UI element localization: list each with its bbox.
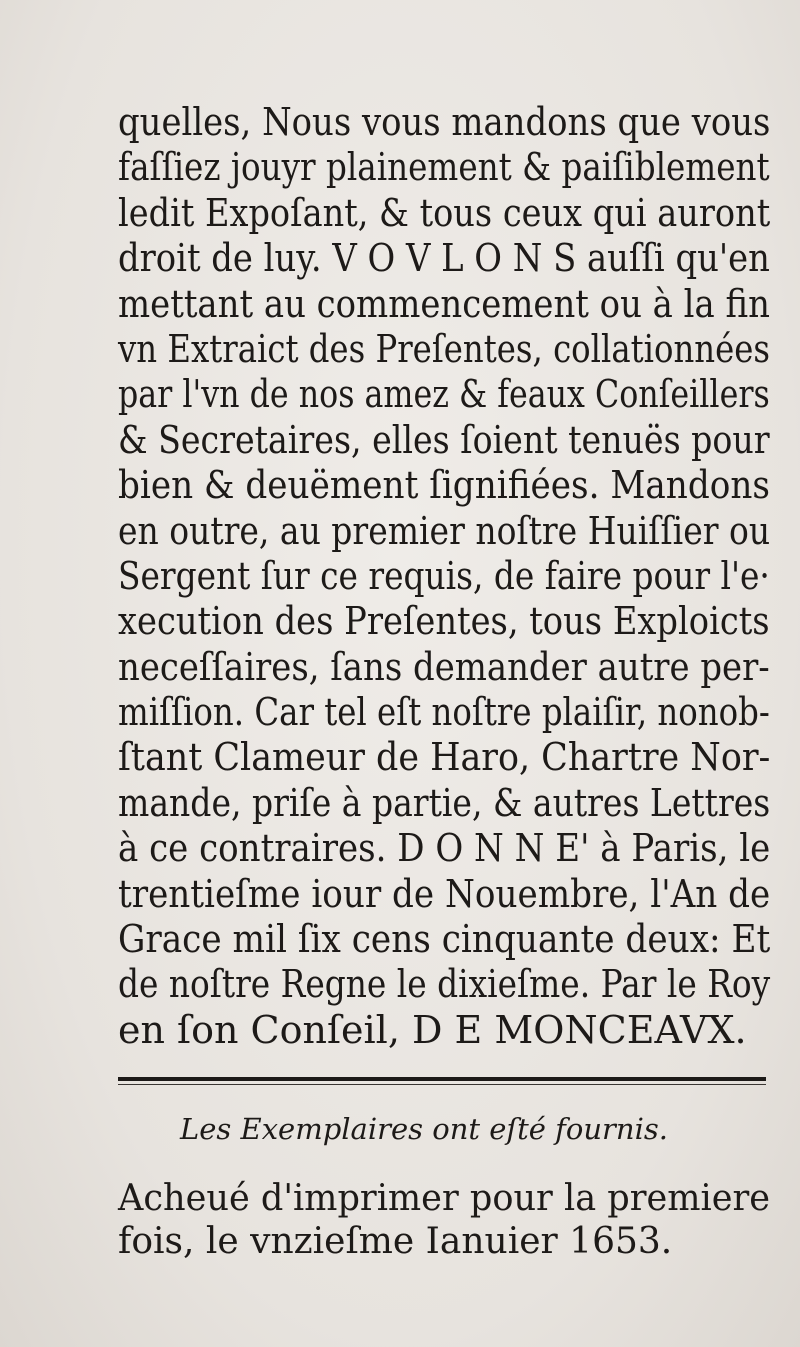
text-line: faſſiez jouyr plainement & paiſiblement: [118, 145, 770, 190]
colophon-line: fois, le vnzieſme Ianuier 1653.: [118, 1221, 673, 1262]
text-line: en ſon Conſeil, D E MONCEAVX.: [118, 1007, 747, 1052]
exemplaires-note: Les Exemplaires ont eſté fournis.: [180, 1112, 668, 1146]
text-line: mettant au commencement ou à la fin: [118, 281, 770, 326]
text-line: quelles, Nous vous mandons que vous: [118, 100, 771, 144]
text-line: xecution des Preſentes, tous Exploicts: [118, 599, 770, 644]
text-line: bien & deuëment ſignifiées. Mandons: [118, 463, 770, 508]
text-line: à ce contraires. D O N N E' à Paris, le: [118, 826, 771, 871]
divider-rule-thin: [118, 1084, 766, 1085]
text-line: ſtant Clameur de Haro, Chartre Nor-: [118, 735, 771, 780]
divider-rule: [118, 1077, 766, 1081]
text-line: neceſſaires, ſans demander autre per-: [118, 644, 770, 689]
text-line: Grace mil ſix cens cinquante deux: Et: [118, 917, 771, 962]
colophon-line: Acheué d'imprimer pour la premiere: [118, 1178, 771, 1219]
text-line: en outre, au premier noſtre Huiſſier ou: [118, 508, 771, 553]
text-line: de noſtre Regne le dixieſme. Par le Roy: [118, 962, 771, 1007]
colophon: [118, 1177, 770, 1263]
text-line: miſſion. Car tel eſt noſtre plaiſir, nonob-: [118, 690, 770, 735]
text-line: trentieſme iour de Nouembre, l'An de: [118, 871, 771, 916]
text-line: vn Extraict des Preſentes, collationnées: [118, 326, 771, 371]
text-line: droit de luy. V O V L O N S auſſi qu'en: [118, 236, 770, 281]
text-line: mande, priſe à partie, & autres Lettres: [118, 780, 771, 825]
text-line: ledit Expoſant, & tous ceux qui auront: [118, 190, 771, 235]
privilege-text: [118, 100, 770, 1053]
text-line: & Secretaires, elles ſoient tenuës pour: [118, 417, 770, 462]
text-line: par l'vn de nos amez & feaux Conſeillers: [118, 372, 770, 417]
text-line: Sergent ſur ce requis, de faire pour l'e·: [118, 553, 770, 598]
